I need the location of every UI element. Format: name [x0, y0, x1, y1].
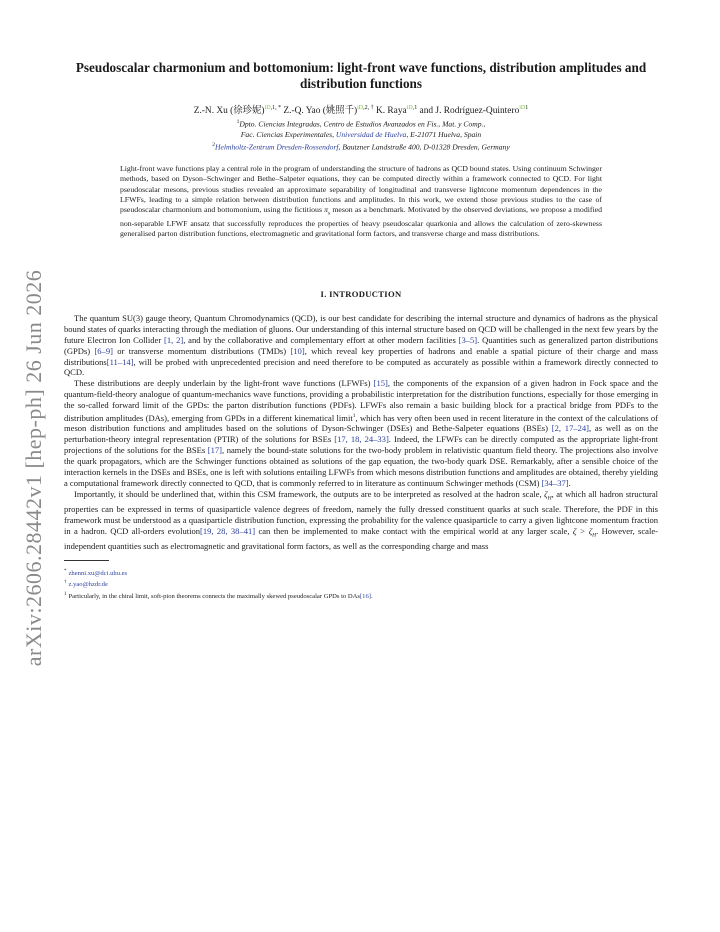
- citation-link[interactable]: [3–5]: [458, 334, 478, 345]
- arxiv-id: arXiv:2606.28442v1 [hep-ph] 26 Jun 2026: [21, 269, 46, 667]
- citation-link[interactable]: [11–14]: [106, 356, 134, 367]
- citation-link[interactable]: [17, 18, 24–33]: [334, 434, 389, 445]
- paragraph: The quantum SU(3) gauge theory, Quantum Chromodynamics (QCD), is our best candidate for describing the internal structure and dynamics of hadrons as the physical bound states of quarks interacting through the mediation of gluons. Our understanding of this internal structure based on QCD will be challenged in the next few years by the future Electron Ion Collider [1, 2], and by the collaborative and complementary effort at other modern facilities [3–5]. Quantities such as generalized parton distributions (GPDs) [6–9] or transverse momentum distributions (TMDs) [10], which reveal key properties of hadrons and enable a spatial picture of their charge and mass distributions[11–14], will be probed with unprecedented precision and need therefore to be computed as accurately as possible within a framework directly connected to QCD.: [64, 313, 658, 378]
- orcid-icon[interactable]: iD: [406, 105, 413, 111]
- citation-link[interactable]: [1, 2]: [164, 334, 184, 345]
- citation-link[interactable]: [10]: [290, 345, 305, 356]
- paper-title: Pseudoscalar charmonium and bottomonium: light-front wave functions, distribution amplitudes and distribution functions: [75, 60, 647, 91]
- affiliation-line: $^2$Helmholtz-Zentrum Dresden-Rossendorf, Bautzner Landstraße 400, D-01328 Dresden, Germany: [212, 141, 510, 152]
- footnote: * zhenni.xu@dci.uhu.es: [64, 569, 128, 578]
- citation-link[interactable]: [17]: [207, 445, 223, 456]
- author-conjunction: and: [419, 106, 434, 117]
- email-link[interactable]: zhenni.xu@dci.uhu.es: [68, 570, 128, 578]
- paragraph: These distributions are deeply underlain by the light-front wave functions (LFWFs) [15], the components of the expansion of a given hadron in Fock space and the quantum-field-theory analogue of quantum-mechanics wave functions, providing a probabilistic interpretation for the distribution functions, especially for those emerging in the so-called forward limit of the GPDs: the parton distribution functions (PDFs). LFWFs also remain a basic building block for a practical bridge from PDFs to the distribution amplitudes (DAs), emerging from GPDs in a different kinematical limit$^1$, which has very often been used in recent literature in the context of the calculations of meson distribution functions and amplitudes based on the solutions of Dyson-Schwinger (DSEs) and Bethe-Salpeter equations (BSEs) [2, 17–24], as well as on the perturbation-theory integral representation (PTIR) of the solutions for BSEs [17, 18, 24–33]. Indeed, the LFWFs can be directly computed as the appropriate light-front projections of the solutions for the BSEs [17], namely the bound-state solutions for the two-body problem in relativistic quantum field theory. The projections also involve the quark propagators, which are the Schwinger functions obtained as solutions of the gap equation, the two-body quark DSE. Remarkably, after a sensible choice of the interaction kernels in the DSEs and BSEs, one is left with solutions entailing LFWFs from which mesons distribution functions and amplitudes are obtained, thereby yielding a computational framework directly connected to QCD, that is commonly referred to in literature as continuum Schwinger methods (CSM) [34–37].: [64, 378, 659, 488]
- author-affiliation-mark: ,2, †: [363, 105, 374, 111]
- author-affiliation-mark: ,1, *: [270, 105, 282, 111]
- affiliation-line: $^1$Dpto. Ciencias Integradas, Centro de Estudios Avanzados en Fis., Mat. y Comp.,: [236, 119, 486, 129]
- arxiv-identifier-stamp: [14, 258, 54, 678]
- citation-link[interactable]: [15]: [373, 378, 388, 389]
- orcid-icon[interactable]: iD: [519, 105, 526, 111]
- author-list: [64, 102, 658, 117]
- footnotes: [64, 567, 658, 601]
- footnote: † z.yao@hzdr.de: [64, 580, 108, 589]
- footnote-mark[interactable]: 1: [352, 412, 356, 419]
- email-link[interactable]: z.yao@hzdr.de: [68, 581, 108, 589]
- affiliation-block: [64, 117, 658, 152]
- citation-link[interactable]: [16]: [359, 592, 371, 600]
- author-name[interactable]: Z.-Q. Yao (姚照千): [283, 106, 358, 117]
- citation-link[interactable]: [2, 17–24]: [551, 423, 590, 434]
- paper-page: [64, 60, 658, 601]
- abstract: Light-front wave functions play a central role in the program of understanding the structure of hadrons as QCD bound states. Using continuum Schwinger methods, based on Dyson–Schwinger and Bethe–Salpeter equations, they can be computed directly within a framework connected to QCD. For light pseudoscalar mesons, previous studies revealed an approximate separability of longitudinal and transverse lightcone momentum dependences in the LFWFs, leading to a simple relation between distribution functions and amplitudes. In this work, we extend those previous studies to the case of pseudoscalar charmonium and bottomonium, using the fictitious $\pi_s$ meson as a benchmark. Motivated by the observed deviations, we propose a modified non-separable LFWF ansatz that successfully reproduces the properties of heavy pseudoscalar quarkonia and allows the calculation of zero-skewness generalised parton distribution functions, electromagnetic and gravitational form factors, and transverse charge and mass distributions.: [120, 164, 603, 238]
- orcid-icon[interactable]: iD: [264, 105, 271, 111]
- citation-link[interactable]: [6–9]: [94, 345, 113, 356]
- citation-link[interactable]: [19, 28, 38–41]: [200, 525, 256, 536]
- affiliation-line: Fac. Ciencias Experimentales, Universidad de Huelva, E-21071 Huelva, Spain: [240, 129, 482, 139]
- footnote-divider: [64, 560, 109, 561]
- orcid-icon[interactable]: iD: [357, 105, 364, 111]
- affiliation-link[interactable]: Universidad de Huelva: [335, 129, 407, 139]
- author-affiliation-mark: 1: [525, 105, 529, 111]
- author-affiliation-mark: ,1: [412, 105, 418, 111]
- body-text: [64, 313, 658, 552]
- author-name[interactable]: Z.-N. Xu (徐珍妮): [193, 106, 265, 117]
- section-heading: I. INTRODUCTION: [320, 289, 402, 300]
- affiliation-link[interactable]: Helmholtz-Zentrum Dresden-Rossendorf: [215, 142, 339, 152]
- citation-link[interactable]: [34–37]: [541, 477, 569, 488]
- paragraph: Importantly, it should be underlined that, within this CSM framework, the outputs are to be interpreted as resolved at the hadron scale, $\zeta_H$, at which all hadron structural properties can be expressed in terms of quasiparticle valence degrees of freedom, namely the fully dressed constituent quarks at such scale. Therefore, the PDF in this framework must be understood as a quasiparticle distribution function, expressing the probability for the valence quasiparticle to carry a given lightcone momentum fraction in a hadron. QCD all-orders evolution[19, 28, 38–41] can then be implemented to make contact with the empirical world at any larger scale, $\zeta > \zeta_H$. However, scale-independent quantities such as electromagnetic and gravitational form factors, as well as the corresponding charge and mass: [64, 488, 659, 552]
- author-name[interactable]: K. Raya: [375, 106, 407, 117]
- author-name[interactable]: J. Rodríguez-Quintero: [435, 106, 520, 117]
- footnote: $^1$ Particularly, in the chiral limit, soft-pion theorems connects the maximally skewed pseudoscalar GPDs to DAs[16].: [64, 591, 373, 600]
